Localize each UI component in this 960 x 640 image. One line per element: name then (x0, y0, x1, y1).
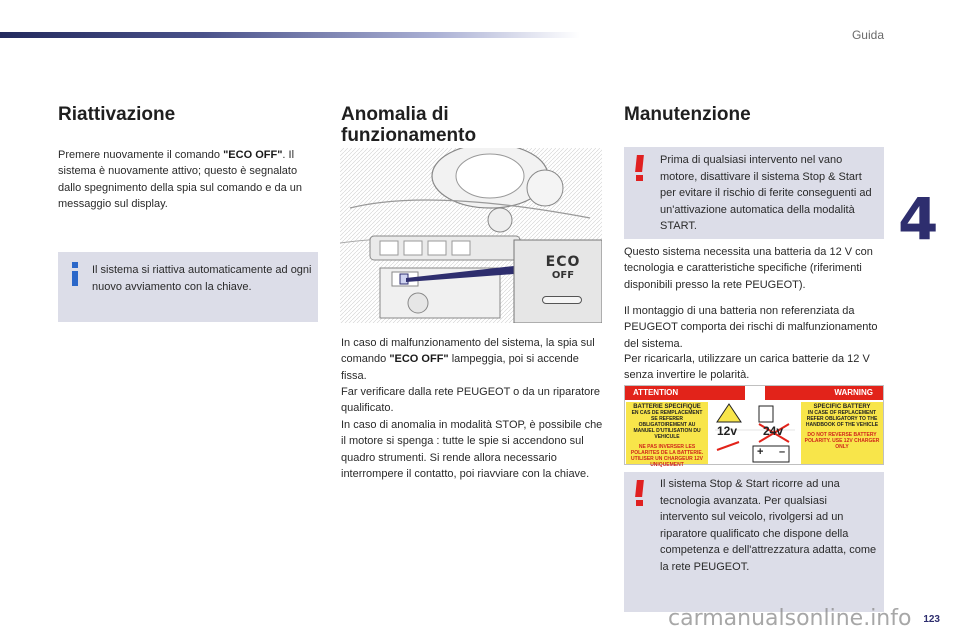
warning-icon (634, 155, 646, 181)
eco-off-button-indicator (542, 296, 582, 304)
label-attention: ATTENTION (625, 386, 745, 400)
label-pictograms (709, 402, 801, 464)
riattivazione-paragraph (58, 147, 316, 213)
label-minus: – (779, 446, 786, 458)
chapter-number: 4 (898, 185, 939, 253)
eco-label: ECO (545, 254, 581, 270)
anomalia-paragraph-3: In caso di anomalia in modalità STOP, è possibile che il motore si spenga : tutte le spie si accendono sul quadro strumenti. Si rende allora necessario interrompere il contatto, poi riavviare con la chiave. (341, 419, 603, 481)
label-fr-warn: NE PAS INVERSER LES POLARITES DE LA BATTERIE. UTILISER UN CHARGEUR 12V UNIQUEMENT (630, 444, 704, 468)
label-french-column (626, 402, 708, 468)
para-text: lampeggia, poi si accende fissa. (341, 353, 579, 382)
label-24v: 24v (763, 424, 784, 438)
anomalia-paragraph-2: Far verificare dalla rete PEUGEOT o da un riparatore qualificato. (341, 386, 601, 415)
warning-box-2-text: Il sistema Stop & Start ricorre ad una tecnologia avanzata. Per qualsiasi intervento sul veicolo, rivolgersi ad un riparatore qualificato che dispone della competenza e dell'attrezzatura adatta, come la rete PEUGEOT. (660, 478, 877, 573)
page-number: 123 (923, 614, 940, 625)
eco-off-command: "ECO OFF" (389, 353, 449, 366)
label-12v: 12v (717, 424, 738, 438)
manutenzione-paragraph-1: Questo sistema necessita una batteria da 12 V con tecnologia e caratteristiche specifiche (riferimenti disponibili presso la rete PEUGEOT). (624, 246, 873, 291)
title-riattivazione: Riattivazione (58, 104, 176, 125)
label-en-title: SPECIFIC BATTERY (813, 404, 871, 410)
header-gradient-bar (0, 32, 580, 38)
watermark: carmanualsonline.info (668, 606, 912, 631)
label-warning: WARNING (765, 386, 883, 400)
section-label: Guida (851, 28, 884, 42)
eco-off-command: "ECO OFF" (223, 149, 283, 161)
title-manutenzione: Manutenzione (624, 104, 751, 125)
label-english-column (801, 402, 883, 464)
label-en-text: IN CASE OF REPLACEMENT REFER OBLIGATORY TO THE HANDBOOK OF THE VEHICLE (805, 410, 879, 428)
manutenzione-paragraph-2: Il montaggio di una batteria non referenziata da PEUGEOT comporta dei rischi di malfunzionamento del sistema. (624, 305, 878, 350)
para-text: In caso di malfunzionamento del sistema, la spia sul comando (341, 337, 595, 366)
anomalia-paragraph-1 (341, 335, 603, 384)
warning-box-1-text: Prima di qualsiasi intervento nel vano motore, disattivare il sistema Stop & Start per evitare il rischio di ferite conseguenti ad un'attivazione automatica della modalità START. (660, 154, 872, 233)
para-text: . Il sistema è nuovamente attivo; questo è segnalato dallo spegnimento della spia sul comando e da un messaggio sul display. (58, 149, 302, 211)
title-anomalia: Anomalia di funzionamento (341, 104, 477, 146)
manutenzione-paragraph-3: Per ricaricarla, utilizzare un carica batterie da 12 V senza invertire le polarità. (624, 353, 870, 382)
eco-off-button-label (536, 254, 590, 292)
para-text: Premere nuovamente il comando (58, 149, 224, 161)
label-plus: + (757, 446, 764, 458)
label-en-warn: DO NOT REVERSE BATTERY POLARITY. USE 12V CHARGER ONLY (804, 432, 880, 450)
warning-box-1 (624, 147, 884, 239)
warning-box-2 (624, 472, 884, 612)
label-fr-text: EN CAS DE REMPLACEMENT SE REFERER OBLIGATOIREMENT AU MANUEL D'UTILISATION DU VEHICULE (631, 410, 703, 440)
info-box-text: Il sistema si riattiva automaticamente ad ogni nuovo avviamento con la chiave. (92, 264, 312, 293)
info-icon (70, 262, 80, 286)
label-fr-title: BATTERIE SPECIFIQUE (633, 404, 701, 410)
dashboard-illustration (340, 148, 602, 323)
battery-warning-label (624, 385, 884, 468)
info-box (58, 252, 318, 322)
off-label: OFF (551, 270, 575, 281)
warning-icon (634, 480, 646, 506)
